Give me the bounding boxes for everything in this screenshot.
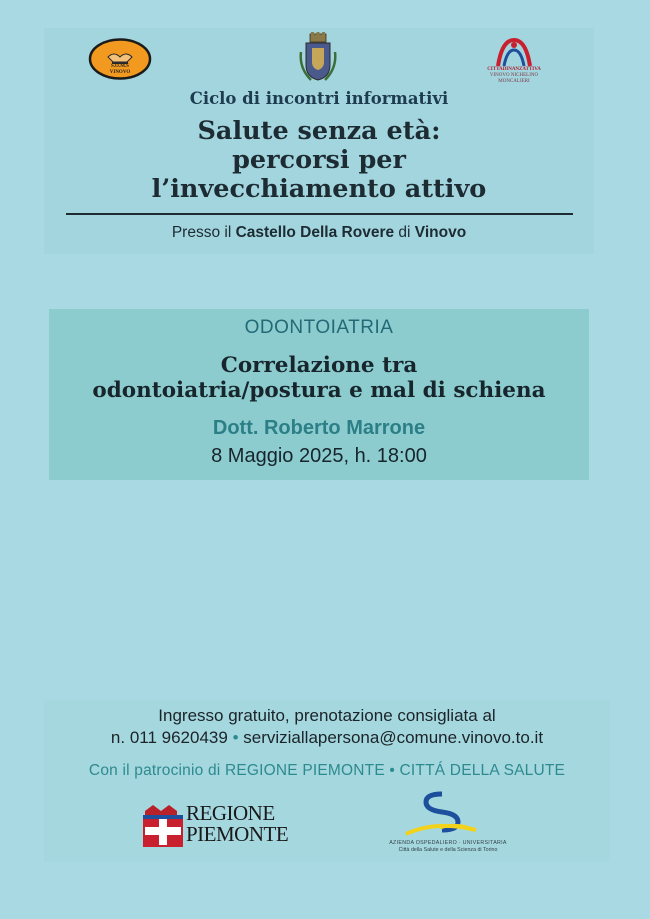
title-divider (66, 213, 573, 215)
event-datetime: 8 Maggio 2025, h. 18:00 (211, 445, 427, 467)
cittadinanzattiva-logo-subtext: VINOVO NICHELINO (489, 73, 539, 78)
contact-separator: • (232, 728, 239, 747)
azienda-logo-text: AZIENDA OSPEDALIERO · UNIVERSITARIA (389, 840, 507, 846)
regione-piemonte-logo-text (186, 801, 289, 846)
cittadinanzattiva-logo (484, 36, 544, 90)
page-title (44, 117, 594, 204)
venue-prefix: Presso il (171, 224, 236, 241)
soms-logo (88, 38, 152, 80)
event-title (49, 353, 589, 403)
page-title-line-1: Salute senza età: (197, 116, 441, 146)
vinovo-crest-icon (298, 32, 338, 84)
cittadinanzattiva-logo-text: CITTADINANZATTIVA (487, 67, 541, 72)
entry-info: Ingresso gratuito, prenotazione consigliata al (158, 706, 496, 725)
venue-town: Vinovo (414, 224, 467, 241)
patronage-line: Con il patrocinio di REGIONE PIEMONTE • CITTÁ DELLA SALUTE (88, 762, 566, 779)
page-title-line-2: percorsi per (232, 145, 406, 175)
cittadinanzattiva-logo-subtext-2: MONCALIERI (498, 79, 530, 84)
event-category: ODONTOIATRIA (244, 317, 394, 338)
series-subtitle: Ciclo di incontri informativi (189, 89, 449, 108)
venue-place: Castello Della Rovere (235, 224, 395, 241)
page-title-line-3: l’invecchiamento attivo (151, 174, 487, 204)
venue-mid: di (394, 224, 415, 241)
azienda-logo-subtext: Città della Salute e della Scienza di Torino (398, 847, 498, 853)
event-title-line-2: odontoiatria/postura e mal di schiena (92, 378, 546, 403)
event-speaker: Dott. Roberto Marrone (212, 417, 426, 439)
phone-number: n. 011 9620439 (110, 728, 228, 747)
regione-logo-line-1: REGIONE (186, 801, 275, 825)
event-title-line-1: Correlazione tra (220, 353, 418, 378)
regione-logo-line-2: PIEMONTE (186, 822, 289, 846)
soms-logo-subtext: VINOVO (109, 70, 131, 75)
email-address: serviziallapersona@comune.vinovo.to.it (243, 728, 544, 747)
contacts-line (44, 728, 610, 748)
venue-line (44, 224, 594, 242)
soms-logo-text: S.O.M.S (111, 64, 129, 69)
